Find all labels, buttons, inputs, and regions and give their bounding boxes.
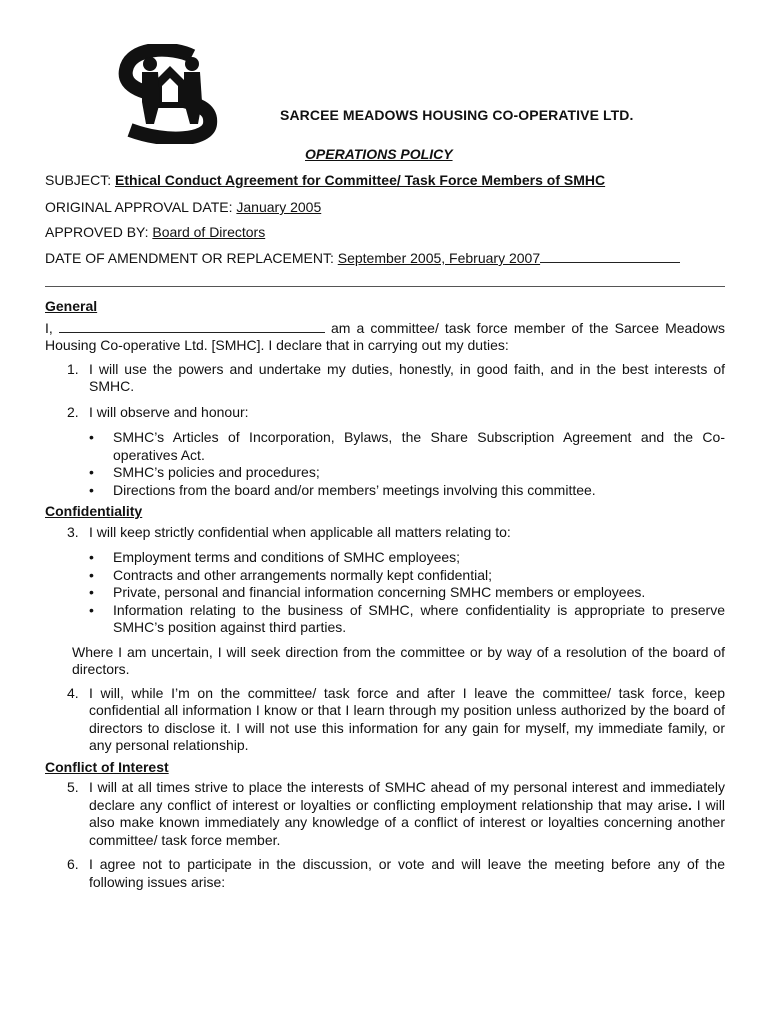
approved-by-value: Board of Directors (152, 224, 266, 240)
item-number: 5. (67, 779, 79, 795)
item-text: I will use the powers and undertake my duties, honestly, in good faith, and in the best interests of SMHC. (89, 360, 725, 394)
bullet-text: SMHC’s Articles of Incorporation, Bylaws, the Share Subscription Agreement and the Co-operatives Act. (113, 429, 725, 463)
bullet-item (89, 602, 725, 637)
list-item (67, 685, 725, 755)
item-number: 3. (67, 523, 79, 540)
item-text: I will, while I’m on the committee/ task force and after I leave the committee/ task force, keep confidential all information I know or that I learn through my position unless authorized by the board of directors to disclose it. I will not use this information for any gain for myself, my immediate family, or any personal relationship. (89, 684, 725, 753)
name-blank-field[interactable] (59, 319, 325, 333)
bullet-item (89, 567, 725, 585)
list-item (67, 404, 725, 422)
bullet-item (89, 584, 725, 602)
bullet-icon: • (89, 429, 94, 445)
policy-title: OPERATIONS POLICY (305, 146, 453, 162)
bullet-icon: • (89, 464, 94, 480)
item-text (89, 779, 725, 849)
organization-name: SARCEE MEADOWS HOUSING CO-OPERATIVE LTD. (280, 107, 634, 123)
item-number: 6. (67, 856, 79, 872)
approved-by-label: APPROVED BY: (45, 224, 153, 240)
bullet-icon: • (89, 601, 94, 618)
bullet-icon: • (89, 584, 94, 600)
bullet-text: Directions from the board and/or members’ meetings involving this committee. (113, 481, 596, 498)
uncertainty-paragraph: Where I am uncertain, I will seek direction from the committee or by way of a resolution of the board of directors. (72, 643, 725, 677)
smhc-logo (112, 44, 234, 144)
policy-body (45, 298, 725, 891)
amendment-label: DATE OF AMENDMENT OR REPLACEMENT: (45, 250, 338, 266)
item-text: I agree not to participate in the discussion, or vote and will leave the meeting before any of the following issues arise: (89, 856, 725, 890)
item-number: 1. (67, 360, 79, 377)
bullet-text: Information relating to the business of SMHC, where confidentiality is appropriate to preserve SMHC’s position against third parties. (113, 601, 725, 635)
declaration-text: am a committee/ task force member of the Sarcee Meadows Housing Co-operative Ltd. [SMHC]. I declare that in carrying out my duties: (45, 319, 725, 353)
declaration-prefix: I, (45, 319, 59, 336)
subject-line (45, 172, 605, 188)
bullet-item (89, 549, 725, 567)
approval-date-line (45, 199, 321, 215)
section-heading-conflict: Conflict of Interest (45, 758, 169, 775)
amendment-value: September 2005, February 2007 (337, 250, 541, 266)
list-item (67, 524, 725, 542)
item-text-period: . (687, 796, 692, 813)
list-item (67, 779, 725, 849)
bullet-text: Contracts and other arrangements normally kept confidential; (113, 566, 492, 583)
list-item (67, 856, 725, 891)
approved-by-line (45, 224, 265, 240)
bullet-icon: • (89, 549, 94, 565)
item-text: I will keep strictly confidential when applicable all matters relating to: (89, 523, 511, 540)
item-number: 4. (67, 684, 79, 701)
declaration-paragraph (45, 319, 725, 355)
bullet-item (89, 482, 725, 500)
bullet-icon: • (89, 481, 94, 498)
section-divider (45, 286, 725, 287)
section-heading-confidentiality: Confidentiality (45, 503, 143, 519)
item-text: I will observe and honour: (89, 403, 249, 420)
item-text-part: I will at all times strive to place the interests of SMHC ahead of my personal interest and immediately declare any conflict of interest or loyalties or conflicting employment relationship that may arise (89, 779, 725, 813)
bullet-item (89, 429, 725, 464)
amendment-blank-line (540, 250, 680, 263)
bullet-item (89, 464, 725, 482)
bullet-text: SMHC’s policies and procedures; (113, 464, 320, 480)
item-text-part: I will also make known immediately any knowledge of a conflict of interest or loyalties concerning another committee/ task force member. (89, 796, 725, 848)
list-item (67, 361, 725, 396)
item-number: 2. (67, 403, 79, 420)
bullet-text: Employment terms and conditions of SMHC employees; (113, 549, 461, 565)
bullet-text: Private, personal and financial information concerning SMHC members or employees. (113, 584, 646, 600)
subject-value: Ethical Conduct Agreement for Committee/ Task Force Members of SMHC (115, 172, 606, 188)
subject-label: SUBJECT: (45, 172, 116, 188)
amendment-line (45, 250, 680, 266)
approval-date-value: January 2005 (236, 199, 322, 215)
bullet-icon: • (89, 566, 94, 583)
approval-date-label: ORIGINAL APPROVAL DATE: (45, 199, 237, 215)
section-heading-general: General (45, 298, 98, 314)
